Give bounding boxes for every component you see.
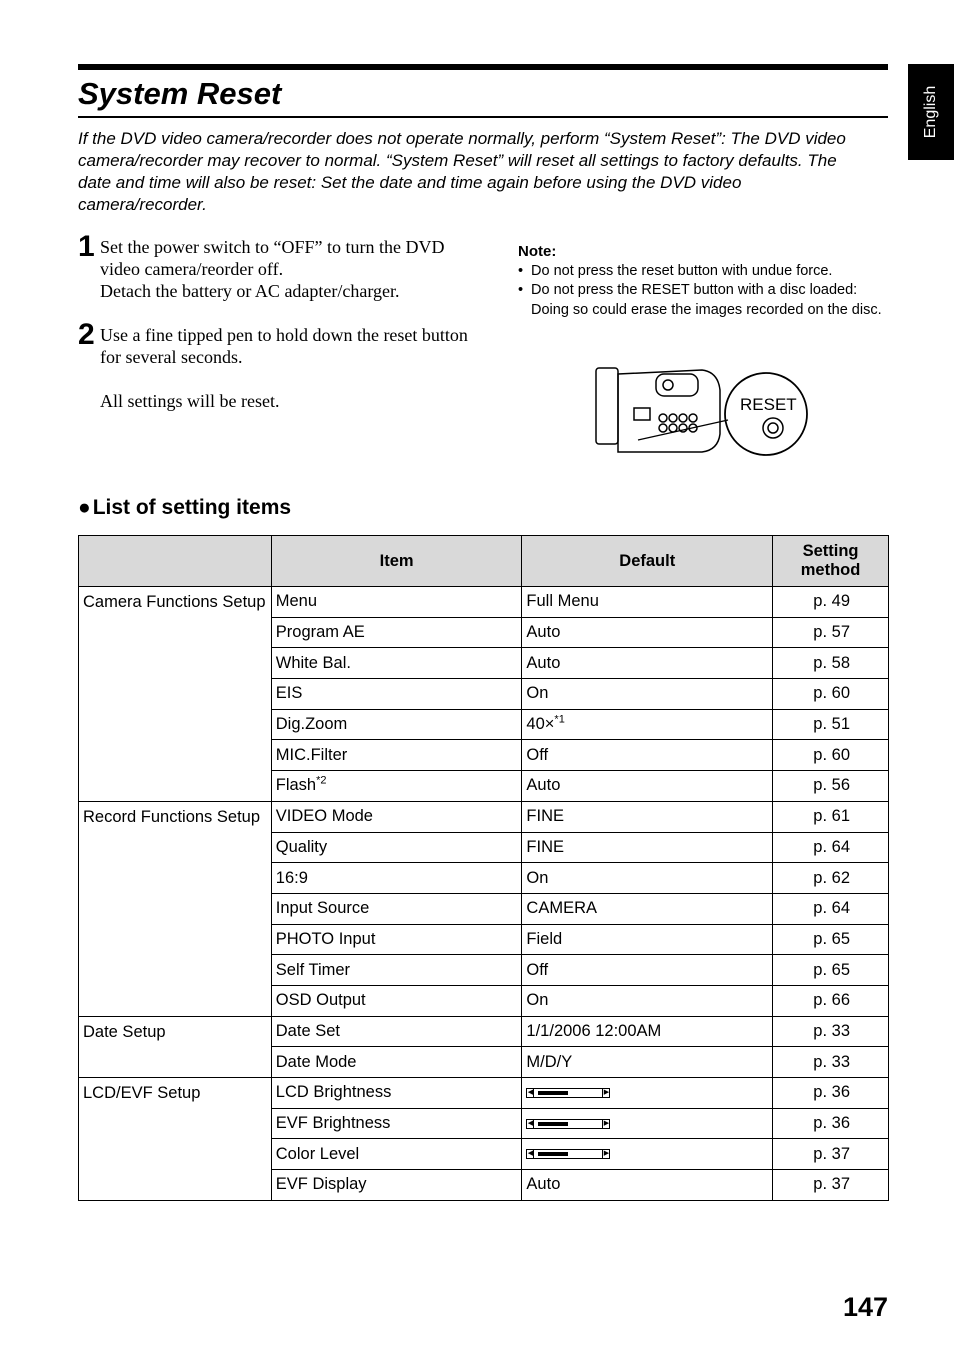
default-cell: [522, 832, 773, 863]
item-cell: [271, 1170, 522, 1201]
default-text: Off: [526, 960, 549, 979]
footnote-marker: *1: [554, 713, 565, 726]
item-cell: [271, 985, 522, 1016]
default-cell: [522, 863, 773, 894]
item-cell: [271, 617, 522, 648]
page-ref-cell: p. 37: [773, 1139, 889, 1170]
default-cell: [522, 1170, 773, 1201]
camera-reset-illustration: [590, 360, 815, 462]
page-ref-cell: p. 64: [773, 832, 889, 863]
default-text: Off: [526, 745, 549, 764]
item-text: Self Timer: [275, 960, 351, 979]
level-slider-icon: [526, 1088, 610, 1098]
default-text: CAMERA: [526, 899, 598, 918]
default-cell: [522, 985, 773, 1016]
item-text: Date Set: [275, 1021, 340, 1040]
item-text: Flash: [275, 776, 317, 795]
item-text: MIC.Filter: [275, 745, 348, 764]
default-text: Auto: [526, 653, 561, 672]
bullet-icon: ●: [78, 496, 91, 519]
page-ref-cell: p. 36: [773, 1078, 889, 1109]
item-cell: [271, 1139, 522, 1170]
step-text: Set the power switch to “OFF” to turn the DVD video camera/reorder off.: [100, 237, 445, 279]
step-2: [78, 318, 478, 412]
default-cell: [522, 955, 773, 986]
item-text: White Bal.: [275, 653, 351, 672]
step-text: Detach the battery or AC adapter/charger.: [100, 281, 400, 301]
page-ref-cell: p. 64: [773, 893, 889, 924]
right-arrow-icon: ▶: [603, 1088, 610, 1096]
step-1: [78, 230, 478, 302]
group-cell: Record Functions Setup: [79, 801, 272, 1016]
item-cell: [271, 893, 522, 924]
left-arrow-icon: ◀: [527, 1119, 534, 1127]
default-cell: [522, 1016, 773, 1047]
note-item: • Do not press the RESET button with a disc loaded: Doing so could erase the images recorded on the disc.: [518, 281, 888, 320]
item-cell: [271, 648, 522, 679]
table-row: [79, 1078, 889, 1109]
item-text: Date Mode: [275, 1052, 357, 1071]
item-text: EVF Display: [275, 1175, 367, 1194]
page-ref-cell: p. 36: [773, 1108, 889, 1139]
step-number: 1: [78, 230, 95, 263]
item-text: OSD Output: [275, 991, 366, 1010]
note-box: Note: • Do not press the reset button with undue force. • Do not press the RESET button with a disc loaded: Doing so could erase the images recorded on the disc.: [518, 242, 888, 320]
item-text: 16:9: [275, 868, 308, 887]
language-tab-label: English: [922, 85, 939, 139]
level-slider-icon: [526, 1149, 610, 1159]
group-cell: Camera Functions Setup: [79, 587, 272, 802]
step-number: 2: [78, 318, 95, 351]
item-text: Color Level: [275, 1144, 360, 1163]
right-arrow-icon: ▶: [603, 1150, 610, 1158]
page-ref-cell: p. 51: [773, 709, 889, 740]
item-cell: [271, 709, 522, 740]
default-cell: [522, 893, 773, 924]
item-text: PHOTO Input: [275, 929, 376, 948]
page-ref-cell: p. 56: [773, 771, 889, 802]
item-text: Program AE: [275, 623, 365, 642]
note-title: Note: [518, 243, 552, 260]
group-cell: Date Setup: [79, 1016, 272, 1077]
item-text: Menu: [275, 592, 318, 611]
default-cell: [522, 587, 773, 618]
page-ref-cell: p. 62: [773, 863, 889, 894]
default-cell: [522, 771, 773, 802]
left-arrow-icon: ◀: [527, 1088, 534, 1096]
item-cell: [271, 1047, 522, 1078]
item-text: LCD Brightness: [275, 1083, 392, 1102]
page-title: System Reset: [78, 74, 888, 118]
level-slider-icon: [526, 1119, 610, 1129]
page-ref-cell: p. 37: [773, 1170, 889, 1201]
default-text: On: [526, 684, 549, 703]
item-cell: [271, 863, 522, 894]
default-cell: [522, 709, 773, 740]
table-row: [79, 587, 889, 618]
item-cell: [271, 679, 522, 710]
default-cell: [522, 1108, 773, 1139]
page-ref-cell: p. 49: [773, 587, 889, 618]
default-text: Auto: [526, 623, 561, 642]
default-text: On: [526, 868, 549, 887]
default-cell: [522, 1139, 773, 1170]
default-cell: [522, 924, 773, 955]
table-header-row: [79, 536, 889, 587]
item-cell: [271, 1108, 522, 1139]
page-ref-cell: p. 33: [773, 1016, 889, 1047]
default-text: Auto: [526, 776, 561, 795]
item-text: Dig.Zoom: [275, 715, 348, 734]
item-text: Input Source: [275, 899, 370, 918]
default-cell: [522, 679, 773, 710]
section-title-text: List of setting items: [92, 496, 292, 519]
item-cell: [271, 832, 522, 863]
item-cell: [271, 955, 522, 986]
default-text: 1/1/2006 12:00AM: [526, 1021, 662, 1040]
left-arrow-icon: ◀: [527, 1150, 534, 1158]
group-cell: LCD/EVF Setup: [79, 1078, 272, 1201]
default-text: Field: [526, 929, 563, 948]
table-row: [79, 801, 889, 832]
page-ref-cell: p. 66: [773, 985, 889, 1016]
default-text: On: [526, 991, 549, 1010]
intro-paragraph: If the DVD video camera/recorder does not operate normally, perform “System Reset”: The DVD video camera/recorder may recover to normal. “System Reset” will reset all settings to factory defaults. The date and time will also be reset: Set the date and time again before using the DVD video camera/recorder.: [78, 129, 846, 214]
item-cell: [271, 587, 522, 618]
page-ref-cell: p. 58: [773, 648, 889, 679]
item-cell: [271, 801, 522, 832]
reset-label: RESET: [740, 395, 797, 414]
default-text: 40×: [526, 715, 555, 734]
default-cell: [522, 801, 773, 832]
default-cell: [522, 617, 773, 648]
default-text: Full Menu: [526, 592, 599, 611]
settings-table-body: [79, 587, 889, 1201]
header-setting-method: Setting method: [773, 536, 889, 587]
item-text: EVF Brightness: [275, 1114, 391, 1133]
default-text: M/D/Y: [526, 1052, 573, 1071]
step-text: Use a fine tipped pen to hold down the reset button for several seconds.: [100, 325, 468, 367]
page-ref-cell: p. 57: [773, 617, 889, 648]
header-item: Item: [271, 536, 522, 587]
default-cell: [522, 1078, 773, 1109]
step-text: All settings will be reset.: [100, 391, 280, 411]
level-fill: [538, 1152, 568, 1156]
level-fill: [538, 1091, 568, 1095]
item-cell: [271, 1016, 522, 1047]
page-ref-cell: p. 33: [773, 1047, 889, 1078]
page-ref-cell: p. 61: [773, 801, 889, 832]
header-default: Default: [522, 536, 773, 587]
default-cell: [522, 1047, 773, 1078]
page-number: 147: [842, 1292, 888, 1322]
item-text: Quality: [275, 837, 328, 856]
title-rule: [78, 64, 888, 70]
right-arrow-icon: ▶: [603, 1119, 610, 1127]
item-text: VIDEO Mode: [275, 807, 373, 826]
header-group: [79, 536, 272, 587]
settings-table: [78, 535, 889, 1201]
language-tab: [908, 64, 954, 160]
item-cell: [271, 1078, 522, 1109]
section-title: [78, 494, 291, 522]
item-text: EIS: [275, 684, 303, 703]
default-text: FINE: [526, 807, 565, 826]
item-cell: [271, 740, 522, 771]
default-cell: [522, 648, 773, 679]
item-cell: [271, 924, 522, 955]
page-ref-cell: p. 65: [773, 955, 889, 986]
note-item: • Do not press the reset button with undue force.: [518, 262, 888, 282]
default-text: FINE: [526, 837, 565, 856]
page-ref-cell: p. 60: [773, 679, 889, 710]
table-row: [79, 1016, 889, 1047]
level-fill: [538, 1122, 568, 1126]
default-cell: [522, 740, 773, 771]
item-cell: [271, 771, 522, 802]
footnote-marker: *2: [316, 774, 327, 787]
page-ref-cell: p. 65: [773, 924, 889, 955]
default-text: Auto: [526, 1175, 561, 1194]
page-ref-cell: p. 60: [773, 740, 889, 771]
